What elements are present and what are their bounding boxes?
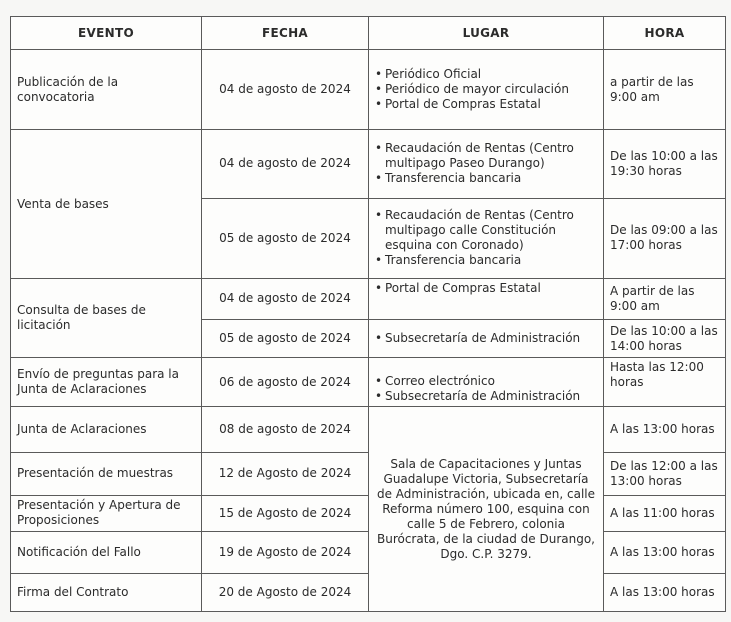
hora-cell: De las 09:00 a las 17:00 horas bbox=[604, 198, 726, 278]
lugar-item: • Periódico Oficial bbox=[375, 67, 482, 82]
evento-cell: Notificación del Fallo bbox=[11, 531, 202, 573]
fecha-cell: 04 de agosto de 2024 bbox=[202, 130, 369, 198]
fecha-cell: 05 de agosto de 2024 bbox=[202, 198, 369, 278]
fecha-cell: 08 de agosto de 2024 bbox=[202, 407, 369, 453]
hora-cell: De las 10:00 a las 19:30 horas bbox=[604, 130, 726, 198]
table-row bbox=[11, 130, 726, 198]
evento-cell: Venta de bases bbox=[11, 130, 202, 279]
bullet-icon: • bbox=[375, 82, 383, 97]
hora-cell: De las 12:00 a las 13:00 horas bbox=[604, 453, 726, 495]
bullet-icon: • bbox=[375, 208, 383, 223]
fecha-cell: 04 de agosto de 2024 bbox=[202, 278, 369, 319]
fecha-cell: 15 de Agosto de 2024 bbox=[202, 495, 369, 531]
lugar-cell bbox=[369, 278, 604, 319]
lugar-item: • Periódico de mayor circulación bbox=[375, 82, 569, 97]
hora-cell: A las 13:00 horas bbox=[604, 407, 726, 453]
bullet-icon: • bbox=[375, 141, 383, 156]
hora-cell: Hasta las 12:00 horas bbox=[604, 358, 726, 407]
bullet-icon: • bbox=[375, 280, 383, 295]
bullet-icon: • bbox=[375, 67, 383, 82]
lugar-cell bbox=[369, 50, 604, 130]
header-hora: HORA bbox=[604, 17, 726, 50]
table-row bbox=[11, 531, 726, 573]
lugar-item: • Recaudación de Rentas (Centro multipago Paseo Durango) bbox=[375, 141, 574, 171]
table-row bbox=[11, 453, 726, 495]
evento-cell: Presentación de muestras bbox=[11, 453, 202, 495]
fecha-cell: 12 de Agosto de 2024 bbox=[202, 453, 369, 495]
header-evento: EVENTO bbox=[11, 17, 202, 50]
hora-cell: A las 13:00 horas bbox=[604, 531, 726, 573]
lugar-cell bbox=[369, 319, 604, 357]
evento-cell: Consulta de bases de licitación bbox=[11, 278, 202, 357]
header-fecha: FECHA bbox=[202, 17, 369, 50]
lugar-cell bbox=[369, 130, 604, 198]
hora-cell: a partir de las 9:00 am bbox=[604, 50, 726, 130]
evento-cell: Publicación de la convocatoria bbox=[11, 50, 202, 130]
fecha-cell: 05 de agosto de 2024 bbox=[202, 319, 369, 357]
evento-cell: Junta de Aclaraciones bbox=[11, 407, 202, 453]
lugar-cell bbox=[369, 358, 604, 407]
header-lugar: LUGAR bbox=[369, 17, 604, 50]
lugar-item: • Subsecretaría de Administración bbox=[375, 331, 581, 345]
hora-cell: A las 11:00 horas bbox=[604, 495, 726, 531]
bullet-icon: • bbox=[375, 389, 383, 404]
table-row bbox=[11, 278, 726, 319]
evento-cell: Firma del Contrato bbox=[11, 573, 202, 611]
table-row bbox=[11, 50, 726, 130]
bullet-icon: • bbox=[375, 253, 383, 268]
lugar-item: • Transferencia bancaria bbox=[375, 253, 522, 268]
table-row bbox=[11, 495, 726, 531]
evento-cell: Presentación y Apertura de Proposiciones bbox=[11, 495, 202, 531]
hora-cell: A partir de las 9:00 am bbox=[604, 278, 726, 319]
evento-cell: Envío de preguntas para la Junta de Aclaraciones bbox=[11, 358, 202, 407]
lugar-cell bbox=[369, 198, 604, 278]
table-row bbox=[11, 573, 726, 611]
schedule-table bbox=[10, 16, 726, 612]
fecha-cell: 19 de Agosto de 2024 bbox=[202, 531, 369, 573]
table-row bbox=[11, 407, 726, 453]
bullet-icon: • bbox=[375, 171, 383, 186]
fecha-cell: 20 de Agosto de 2024 bbox=[202, 573, 369, 611]
bullet-icon: • bbox=[375, 374, 383, 389]
shared-lugar-cell: Sala de Capacitaciones y Juntas Guadalupe Victoria, Subsecretaría de Administración, ubicada en, calle Reforma número 100, esquina con calle 5 de Febrero, colonia Burócrata, de la ciudad de Durango, Dgo. C.P. 3279. bbox=[369, 407, 604, 612]
lugar-item: • Subsecretaría de Administración bbox=[375, 389, 581, 404]
lugar-item: • Recaudación de Rentas (Centro multipago calle Constitución esquina con Coronado) bbox=[375, 208, 574, 253]
fecha-cell: 06 de agosto de 2024 bbox=[202, 358, 369, 407]
hora-cell: A las 13:00 horas bbox=[604, 573, 726, 611]
lugar-item: • Correo electrónico bbox=[375, 374, 495, 389]
fecha-cell: 04 de agosto de 2024 bbox=[202, 50, 369, 130]
hora-cell: De las 10:00 a las 14:00 horas bbox=[604, 319, 726, 357]
lugar-item: • Portal de Compras Estatal bbox=[375, 280, 541, 295]
lugar-item: • Portal de Compras Estatal bbox=[375, 97, 541, 112]
bullet-icon: • bbox=[375, 331, 383, 345]
table-row bbox=[11, 358, 726, 407]
bullet-icon: • bbox=[375, 97, 383, 112]
lugar-item: • Transferencia bancaria bbox=[375, 171, 522, 186]
header-row bbox=[11, 17, 726, 50]
